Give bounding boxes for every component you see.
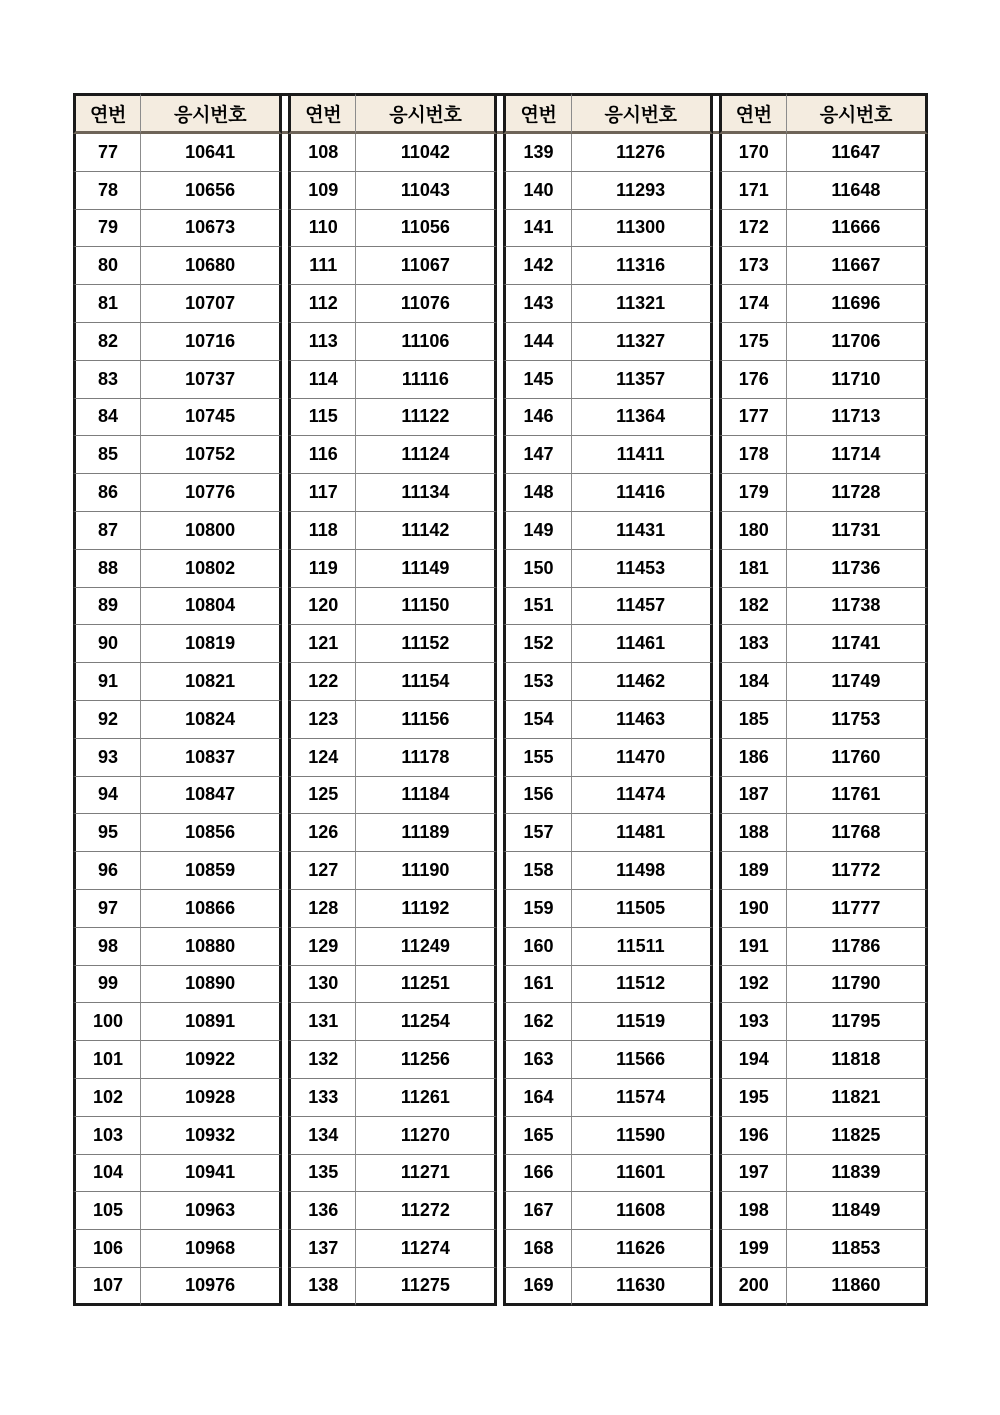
cell-exam-no: 11786 (787, 928, 928, 966)
cell-exam-no: 11256 (356, 1041, 497, 1079)
cell-seq: 85 (73, 436, 141, 474)
cell-seq: 79 (73, 210, 141, 248)
cell-seq: 135 (288, 1155, 356, 1193)
cell-exam-no: 11116 (356, 361, 497, 399)
cell-seq: 158 (503, 852, 571, 890)
cell-seq: 180 (719, 512, 787, 550)
cell-exam-no: 11853 (787, 1230, 928, 1268)
cell-exam-no: 11849 (787, 1192, 928, 1230)
cell-seq: 89 (73, 588, 141, 626)
cell-exam-no: 11728 (787, 474, 928, 512)
cell-exam-no: 11648 (787, 172, 928, 210)
cell-exam-no: 11505 (572, 890, 713, 928)
cell-seq: 199 (719, 1230, 787, 1268)
cell-exam-no: 10859 (141, 852, 282, 890)
cell-exam-no: 10776 (141, 474, 282, 512)
cell-seq: 189 (719, 852, 787, 890)
cell-seq: 96 (73, 852, 141, 890)
cell-seq: 181 (719, 550, 787, 588)
cell-exam-no: 11416 (572, 474, 713, 512)
cell-seq: 83 (73, 361, 141, 399)
cell-seq: 81 (73, 285, 141, 323)
table-header (73, 93, 928, 134)
cell-seq: 91 (73, 663, 141, 701)
cell-seq: 129 (288, 928, 356, 966)
cell-seq: 166 (503, 1155, 571, 1193)
cell-seq: 140 (503, 172, 571, 210)
cell-exam-no: 10928 (141, 1079, 282, 1117)
cell-seq: 99 (73, 966, 141, 1004)
cell-exam-no: 11462 (572, 663, 713, 701)
cell-seq: 115 (288, 399, 356, 437)
cell-exam-no: 11511 (572, 928, 713, 966)
cell-seq: 194 (719, 1041, 787, 1079)
cell-exam-no: 11411 (572, 436, 713, 474)
cell-exam-no: 10866 (141, 890, 282, 928)
cell-seq: 121 (288, 625, 356, 663)
cell-seq: 188 (719, 814, 787, 852)
cell-exam-no: 11710 (787, 361, 928, 399)
cell-seq: 114 (288, 361, 356, 399)
cell-seq: 193 (719, 1003, 787, 1041)
cell-exam-no: 11860 (787, 1268, 928, 1306)
cell-exam-no: 11519 (572, 1003, 713, 1041)
table-row (73, 625, 928, 663)
cell-exam-no: 11457 (572, 588, 713, 626)
cell-exam-no: 10752 (141, 436, 282, 474)
table-row (73, 701, 928, 739)
cell-seq: 80 (73, 247, 141, 285)
cell-exam-no: 11777 (787, 890, 928, 928)
cell-exam-no: 11474 (572, 777, 713, 815)
cell-seq: 162 (503, 1003, 571, 1041)
cell-exam-no: 11566 (572, 1041, 713, 1079)
cell-seq: 186 (719, 739, 787, 777)
cell-exam-no: 11254 (356, 1003, 497, 1041)
cell-exam-no: 11149 (356, 550, 497, 588)
table-row (73, 814, 928, 852)
cell-seq: 147 (503, 436, 571, 474)
table-row (73, 852, 928, 890)
cell-exam-no: 11043 (356, 172, 497, 210)
cell-exam-no: 11630 (572, 1268, 713, 1306)
cell-exam-no: 10673 (141, 210, 282, 248)
cell-seq: 165 (503, 1117, 571, 1155)
cell-exam-no: 11142 (356, 512, 497, 550)
cell-exam-no: 10847 (141, 777, 282, 815)
cell-seq: 77 (73, 134, 141, 172)
cell-exam-no: 11321 (572, 285, 713, 323)
cell-exam-no: 10656 (141, 172, 282, 210)
cell-seq: 101 (73, 1041, 141, 1079)
cell-seq: 100 (73, 1003, 141, 1041)
cell-seq: 92 (73, 701, 141, 739)
column-header-exam-no-1: 응시번호 (141, 93, 282, 134)
cell-seq: 103 (73, 1117, 141, 1155)
cell-exam-no: 10976 (141, 1268, 282, 1306)
cell-exam-no: 11270 (356, 1117, 497, 1155)
cell-exam-no: 10963 (141, 1192, 282, 1230)
table-row (73, 474, 928, 512)
cell-exam-no: 11731 (787, 512, 928, 550)
cell-seq: 123 (288, 701, 356, 739)
cell-exam-no: 11696 (787, 285, 928, 323)
cell-exam-no: 11150 (356, 588, 497, 626)
cell-seq: 128 (288, 890, 356, 928)
cell-exam-no: 11042 (356, 134, 497, 172)
cell-exam-no: 11152 (356, 625, 497, 663)
cell-seq: 143 (503, 285, 571, 323)
cell-seq: 84 (73, 399, 141, 437)
cell-exam-no: 11134 (356, 474, 497, 512)
cell-seq: 195 (719, 1079, 787, 1117)
column-header-exam-no-3: 응시번호 (572, 93, 713, 134)
cell-exam-no: 10707 (141, 285, 282, 323)
cell-seq: 150 (503, 550, 571, 588)
cell-exam-no: 10819 (141, 625, 282, 663)
cell-exam-no: 11463 (572, 701, 713, 739)
cell-seq: 178 (719, 436, 787, 474)
cell-exam-no: 11753 (787, 701, 928, 739)
cell-seq: 141 (503, 210, 571, 248)
cell-exam-no: 11251 (356, 966, 497, 1004)
cell-seq: 98 (73, 928, 141, 966)
cell-exam-no: 11274 (356, 1230, 497, 1268)
cell-exam-no: 11741 (787, 625, 928, 663)
cell-exam-no: 11749 (787, 663, 928, 701)
cell-seq: 87 (73, 512, 141, 550)
header-row (73, 93, 928, 134)
cell-exam-no: 11271 (356, 1155, 497, 1193)
cell-exam-no: 11821 (787, 1079, 928, 1117)
cell-exam-no: 11453 (572, 550, 713, 588)
cell-seq: 184 (719, 663, 787, 701)
cell-seq: 86 (73, 474, 141, 512)
cell-seq: 126 (288, 814, 356, 852)
cell-exam-no: 11736 (787, 550, 928, 588)
cell-seq: 136 (288, 1192, 356, 1230)
cell-exam-no: 10890 (141, 966, 282, 1004)
cell-exam-no: 11276 (572, 134, 713, 172)
cell-seq: 134 (288, 1117, 356, 1155)
cell-seq: 122 (288, 663, 356, 701)
cell-exam-no: 11761 (787, 777, 928, 815)
cell-seq: 146 (503, 399, 571, 437)
cell-seq: 102 (73, 1079, 141, 1117)
cell-seq: 183 (719, 625, 787, 663)
table-row (73, 588, 928, 626)
column-header-seq-2: 연번 (288, 93, 356, 134)
cell-seq: 144 (503, 323, 571, 361)
cell-seq: 133 (288, 1079, 356, 1117)
table-row (73, 172, 928, 210)
cell-exam-no: 11498 (572, 852, 713, 890)
cell-exam-no: 10837 (141, 739, 282, 777)
cell-seq: 124 (288, 739, 356, 777)
cell-exam-no: 10932 (141, 1117, 282, 1155)
cell-seq: 156 (503, 777, 571, 815)
cell-exam-no: 11124 (356, 436, 497, 474)
table-row (73, 1192, 928, 1230)
cell-seq: 137 (288, 1230, 356, 1268)
cell-seq: 130 (288, 966, 356, 1004)
cell-seq: 116 (288, 436, 356, 474)
cell-exam-no: 10824 (141, 701, 282, 739)
cell-seq: 175 (719, 323, 787, 361)
cell-exam-no: 10880 (141, 928, 282, 966)
cell-seq: 159 (503, 890, 571, 928)
cell-seq: 177 (719, 399, 787, 437)
table-row (73, 928, 928, 966)
cell-seq: 198 (719, 1192, 787, 1230)
cell-exam-no: 10941 (141, 1155, 282, 1193)
cell-seq: 97 (73, 890, 141, 928)
table-row (73, 134, 928, 172)
cell-exam-no: 10745 (141, 399, 282, 437)
cell-exam-no: 11825 (787, 1117, 928, 1155)
cell-exam-no: 11481 (572, 814, 713, 852)
table-row (73, 399, 928, 437)
cell-exam-no: 11601 (572, 1155, 713, 1193)
cell-seq: 104 (73, 1155, 141, 1193)
cell-seq: 185 (719, 701, 787, 739)
cell-exam-no: 11647 (787, 134, 928, 172)
cell-seq: 112 (288, 285, 356, 323)
cell-seq: 138 (288, 1268, 356, 1306)
cell-exam-no: 11189 (356, 814, 497, 852)
cell-exam-no: 11790 (787, 966, 928, 1004)
cell-seq: 90 (73, 625, 141, 663)
cell-seq: 120 (288, 588, 356, 626)
cell-exam-no: 11076 (356, 285, 497, 323)
cell-seq: 171 (719, 172, 787, 210)
cell-exam-no: 11178 (356, 739, 497, 777)
cell-seq: 142 (503, 247, 571, 285)
cell-seq: 200 (719, 1268, 787, 1306)
cell-exam-no: 11738 (787, 588, 928, 626)
cell-seq: 127 (288, 852, 356, 890)
cell-seq: 93 (73, 739, 141, 777)
cell-exam-no: 11574 (572, 1079, 713, 1117)
cell-seq: 132 (288, 1041, 356, 1079)
cell-exam-no: 10737 (141, 361, 282, 399)
cell-exam-no: 11713 (787, 399, 928, 437)
cell-seq: 109 (288, 172, 356, 210)
cell-seq: 169 (503, 1268, 571, 1306)
cell-exam-no: 11154 (356, 663, 497, 701)
cell-exam-no: 11667 (787, 247, 928, 285)
table-row (73, 247, 928, 285)
cell-exam-no: 10968 (141, 1230, 282, 1268)
cell-seq: 160 (503, 928, 571, 966)
cell-seq: 152 (503, 625, 571, 663)
cell-seq: 191 (719, 928, 787, 966)
cell-seq: 106 (73, 1230, 141, 1268)
cell-seq: 117 (288, 474, 356, 512)
cell-exam-no: 11714 (787, 436, 928, 474)
cell-exam-no: 11768 (787, 814, 928, 852)
cell-exam-no: 11364 (572, 399, 713, 437)
cell-seq: 151 (503, 588, 571, 626)
cell-exam-no: 11772 (787, 852, 928, 890)
table-row (73, 210, 928, 248)
cell-exam-no: 11249 (356, 928, 497, 966)
cell-seq: 95 (73, 814, 141, 852)
cell-exam-no: 11067 (356, 247, 497, 285)
cell-exam-no: 11056 (356, 210, 497, 248)
cell-exam-no: 10891 (141, 1003, 282, 1041)
cell-exam-no: 10804 (141, 588, 282, 626)
table-row (73, 1230, 928, 1268)
cell-exam-no: 11470 (572, 739, 713, 777)
cell-seq: 113 (288, 323, 356, 361)
column-header-seq-3: 연번 (503, 93, 571, 134)
cell-seq: 139 (503, 134, 571, 172)
cell-seq: 125 (288, 777, 356, 815)
table-row (73, 890, 928, 928)
cell-seq: 161 (503, 966, 571, 1004)
table-row (73, 512, 928, 550)
cell-exam-no: 10856 (141, 814, 282, 852)
table-row (73, 1079, 928, 1117)
cell-exam-no: 11272 (356, 1192, 497, 1230)
cell-seq: 155 (503, 739, 571, 777)
cell-exam-no: 11327 (572, 323, 713, 361)
cell-seq: 110 (288, 210, 356, 248)
cell-exam-no: 11357 (572, 361, 713, 399)
cell-seq: 174 (719, 285, 787, 323)
cell-seq: 82 (73, 323, 141, 361)
cell-seq: 111 (288, 247, 356, 285)
cell-exam-no: 11666 (787, 210, 928, 248)
cell-seq: 88 (73, 550, 141, 588)
table-row (73, 285, 928, 323)
table-row (73, 739, 928, 777)
cell-seq: 170 (719, 134, 787, 172)
table-body (73, 134, 928, 1306)
cell-seq: 187 (719, 777, 787, 815)
cell-exam-no: 11156 (356, 701, 497, 739)
cell-exam-no: 10800 (141, 512, 282, 550)
table-row (73, 550, 928, 588)
cell-exam-no: 10802 (141, 550, 282, 588)
cell-seq: 168 (503, 1230, 571, 1268)
cell-seq: 172 (719, 210, 787, 248)
table-row (73, 1268, 928, 1306)
cell-exam-no: 11431 (572, 512, 713, 550)
cell-exam-no: 10680 (141, 247, 282, 285)
table-row (73, 1003, 928, 1041)
cell-seq: 145 (503, 361, 571, 399)
cell-seq: 190 (719, 890, 787, 928)
cell-seq: 164 (503, 1079, 571, 1117)
cell-seq: 105 (73, 1192, 141, 1230)
exam-number-table (73, 93, 928, 1306)
table-row (73, 436, 928, 474)
cell-exam-no: 11190 (356, 852, 497, 890)
cell-exam-no: 11293 (572, 172, 713, 210)
cell-seq: 153 (503, 663, 571, 701)
cell-exam-no: 10922 (141, 1041, 282, 1079)
column-header-exam-no-4: 응시번호 (787, 93, 928, 134)
cell-seq: 78 (73, 172, 141, 210)
cell-seq: 176 (719, 361, 787, 399)
column-header-seq-1: 연번 (73, 93, 141, 134)
table-row (73, 323, 928, 361)
cell-seq: 167 (503, 1192, 571, 1230)
cell-seq: 148 (503, 474, 571, 512)
cell-exam-no: 11608 (572, 1192, 713, 1230)
cell-exam-no: 11316 (572, 247, 713, 285)
cell-exam-no: 11461 (572, 625, 713, 663)
cell-seq: 131 (288, 1003, 356, 1041)
cell-exam-no: 11275 (356, 1268, 497, 1306)
cell-seq: 108 (288, 134, 356, 172)
cell-seq: 163 (503, 1041, 571, 1079)
cell-seq: 149 (503, 512, 571, 550)
cell-seq: 192 (719, 966, 787, 1004)
cell-exam-no: 11839 (787, 1155, 928, 1193)
cell-seq: 197 (719, 1155, 787, 1193)
cell-exam-no: 11300 (572, 210, 713, 248)
table-row (73, 361, 928, 399)
column-header-seq-4: 연번 (719, 93, 787, 134)
cell-seq: 154 (503, 701, 571, 739)
cell-seq: 173 (719, 247, 787, 285)
cell-seq: 119 (288, 550, 356, 588)
cell-exam-no: 10641 (141, 134, 282, 172)
cell-exam-no: 11122 (356, 399, 497, 437)
cell-seq: 179 (719, 474, 787, 512)
cell-exam-no: 11184 (356, 777, 497, 815)
cell-exam-no: 11512 (572, 966, 713, 1004)
table-row (73, 777, 928, 815)
cell-exam-no: 11818 (787, 1041, 928, 1079)
cell-exam-no: 10821 (141, 663, 282, 701)
cell-exam-no: 11590 (572, 1117, 713, 1155)
cell-seq: 196 (719, 1117, 787, 1155)
cell-seq: 107 (73, 1268, 141, 1306)
cell-exam-no: 11261 (356, 1079, 497, 1117)
cell-exam-no: 11626 (572, 1230, 713, 1268)
table-row (73, 1155, 928, 1193)
table-row (73, 663, 928, 701)
column-header-exam-no-2: 응시번호 (356, 93, 497, 134)
cell-seq: 182 (719, 588, 787, 626)
table-row (73, 966, 928, 1004)
table-row (73, 1117, 928, 1155)
cell-exam-no: 11192 (356, 890, 497, 928)
cell-seq: 94 (73, 777, 141, 815)
table-row (73, 1041, 928, 1079)
cell-exam-no: 11760 (787, 739, 928, 777)
cell-seq: 118 (288, 512, 356, 550)
exam-number-table-container (73, 93, 928, 1306)
cell-exam-no: 10716 (141, 323, 282, 361)
cell-exam-no: 11795 (787, 1003, 928, 1041)
cell-exam-no: 11106 (356, 323, 497, 361)
cell-exam-no: 11706 (787, 323, 928, 361)
cell-seq: 157 (503, 814, 571, 852)
